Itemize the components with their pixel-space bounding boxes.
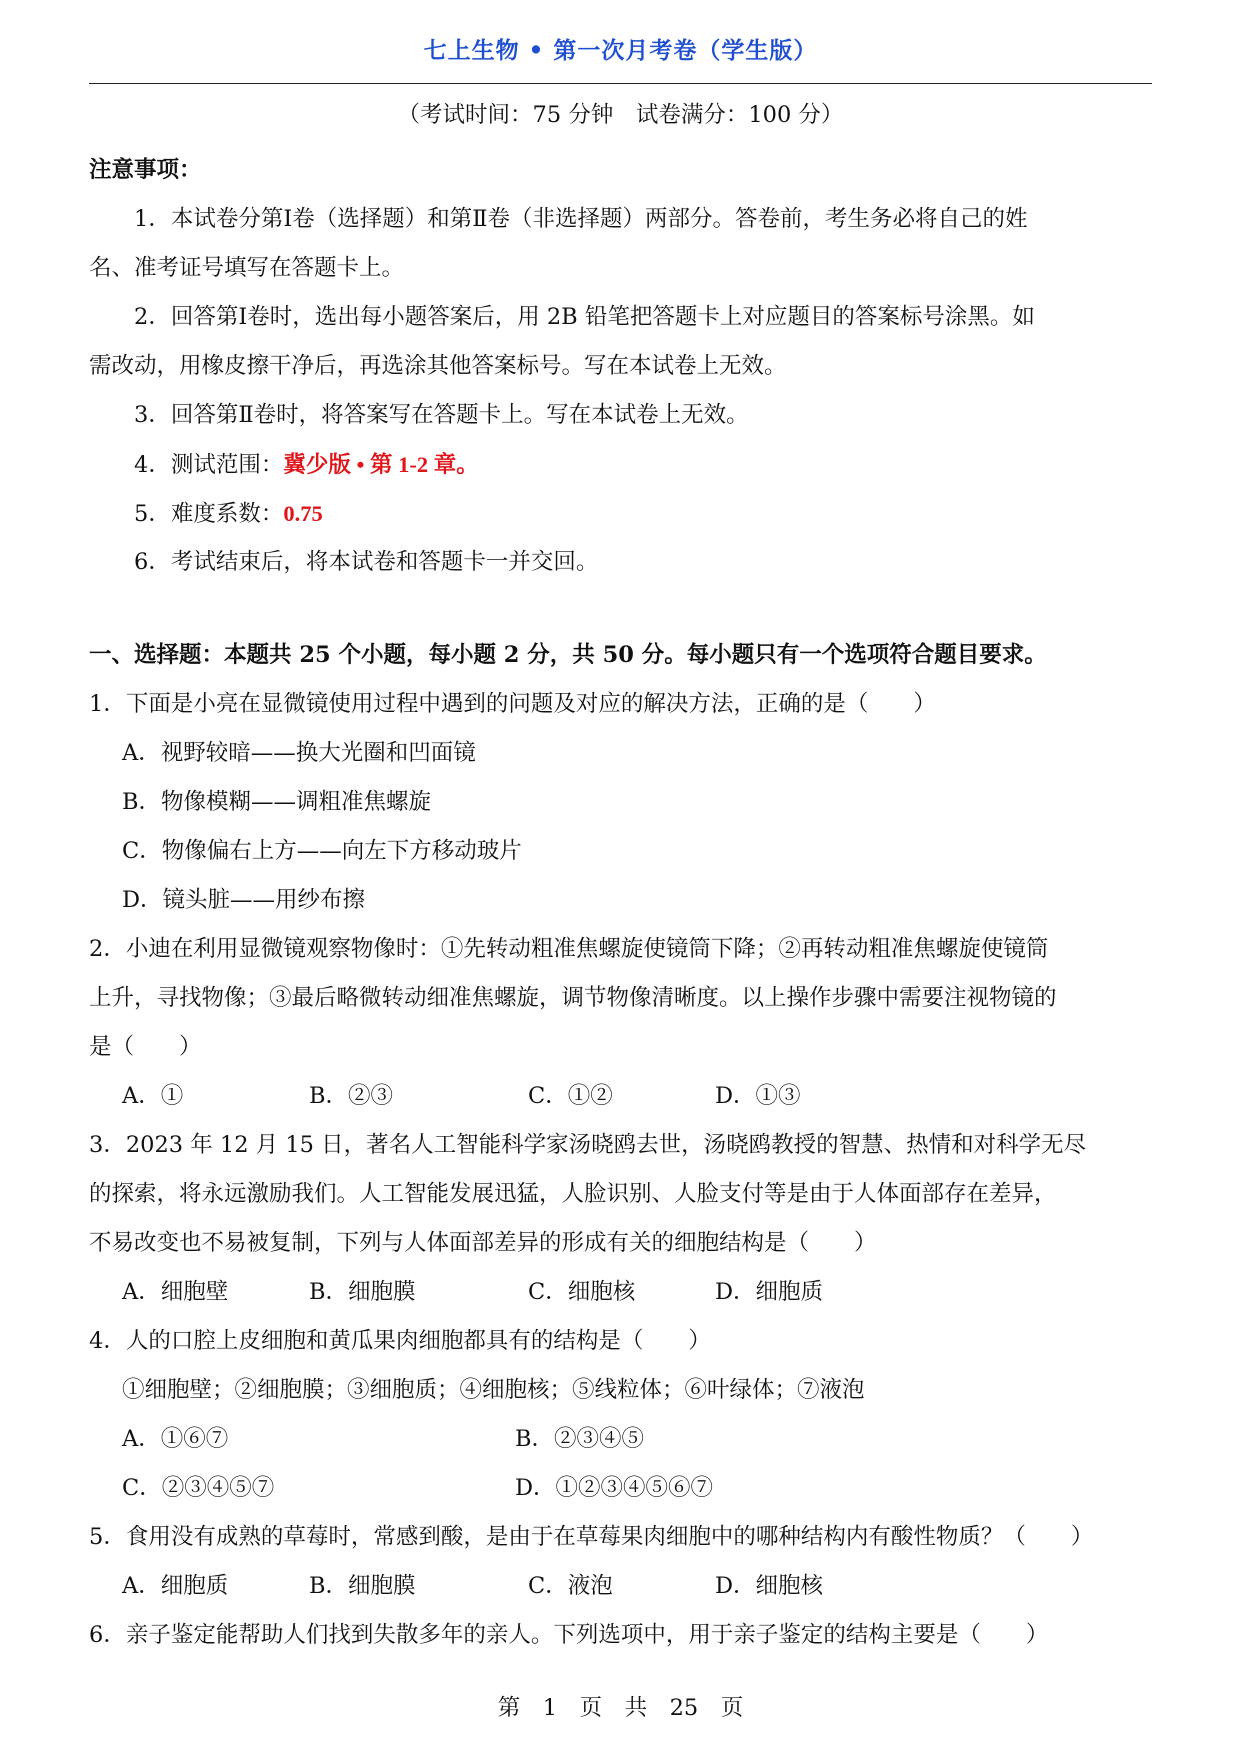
question-3-option-c: C．细胞核 <box>528 1279 636 1305</box>
notice-item-3: 3．回答第Ⅱ卷时，将答案写在答题卡上。写在本试卷上无效。 <box>134 402 749 428</box>
difficulty-value: 0.75 <box>283 501 323 526</box>
question-5-option-b: B．细胞膜 <box>309 1573 416 1599</box>
question-2-stem-line-2: 上升，寻找物像；③最后略微转动细准焦螺旋，调节物像清晰度。以上操作步骤中需要注视物镜的 <box>89 985 1057 1011</box>
question-2-option-a: A．① <box>122 1083 184 1109</box>
question-6-stem: 6．亲子鉴定能帮助人们找到失散多年的亲人。下列选项中，用于亲子鉴定的结构主要是（ ） <box>89 1622 1049 1648</box>
question-1-option-a: A．视野较暗——换大光圈和凹面镜 <box>122 740 476 766</box>
header-rule <box>89 83 1152 84</box>
question-5-option-c: C．液泡 <box>528 1573 613 1599</box>
question-4-options-row-1 <box>89 1415 1152 1464</box>
notice-item-1-line-2: 名、准考证号填写在答题卡上。 <box>89 255 405 281</box>
question-1-option-c: C．物像偏右上方——向左下方移动玻片 <box>122 838 522 864</box>
question-5-option-d: D．细胞核 <box>715 1573 824 1599</box>
question-3-stem-line-1: 3．2023 年 12 月 15 日，著名人工智能科学家汤晓鸥去世，汤晓鸥教授的智慧、热情和对科学无尽 <box>89 1132 1087 1158</box>
exam-content <box>89 146 1152 1660</box>
question-4-structure-list: ①细胞壁；②细胞膜；③细胞质；④细胞核；⑤线粒体；⑥叶绿体；⑦液泡 <box>122 1377 865 1403</box>
question-1-option-b: B．物像模糊——调粗准焦螺旋 <box>122 789 432 815</box>
question-4-option-a: A．①⑥⑦ <box>122 1426 229 1452</box>
question-4-option-b: B．②③④⑤ <box>515 1426 645 1452</box>
question-1-stem: 1．下面是小亮在显微镜使用过程中遇到的问题及对应的解决方法，正确的是（ ） <box>89 691 936 717</box>
test-scope-value: 冀少版 • 第 1-2 章。 <box>283 452 479 477</box>
question-5-stem: 5．食用没有成熟的草莓时，常感到酸，是由于在草莓果肉细胞中的哪种结构内有酸性物质？（ ） <box>89 1524 1094 1550</box>
question-2-stem-line-3: 是（ ） <box>89 1034 202 1060</box>
notice-item-4 <box>89 440 1152 489</box>
question-2-options <box>89 1072 1152 1121</box>
question-3-options <box>89 1268 1152 1317</box>
question-4-option-d: D．①②③④⑤⑥⑦ <box>515 1475 714 1501</box>
question-3-stem-line-3: 不易改变也不易被复制，下列与人体面部差异的形成有关的细胞结构是（ ） <box>89 1230 877 1256</box>
notice-item-5 <box>89 489 1152 538</box>
question-5-option-a: A．细胞质 <box>122 1573 229 1599</box>
question-2-option-b: B．②③ <box>309 1083 394 1109</box>
question-4-options-row-2 <box>89 1464 1152 1513</box>
question-3-stem-line-2: 的探索，将永远激励我们。人工智能发展迅猛，人脸识别、人脸支付等是由于人体面部存在差异， <box>89 1181 1057 1207</box>
question-3-option-d: D．细胞质 <box>715 1279 824 1305</box>
notice-item-6: 6．考试结束后，将本试卷和答题卡一并交回。 <box>134 549 599 575</box>
section-1-heading: 一、选择题：本题共 25 个小题，每小题 2 分，共 50 分。每小题只有一个选项符合题目要求。 <box>89 642 1047 668</box>
question-1-option-d: D．镜头脏——用纱布擦 <box>122 887 366 913</box>
section-gap <box>89 587 1152 631</box>
exam-title: 七上生物 • 第一次月考卷（学生版） <box>423 37 818 64</box>
notice-item-1-line-1: 1．本试卷分第Ⅰ卷（选择题）和第Ⅱ卷（非选择题）两部分。答卷前，考生务必将自己的姓 <box>134 206 1028 232</box>
question-4-stem: 4．人的口腔上皮细胞和黄瓜果肉细胞都具有的结构是（ ） <box>89 1328 711 1354</box>
question-4-option-c: C．②③④⑤⑦ <box>122 1475 275 1501</box>
notice-item-2-line-1: 2．回答第Ⅰ卷时，选出每小题答案后，用 2B 铅笔把答题卡上对应题目的答案标号涂黑。如 <box>134 304 1035 330</box>
question-5-options <box>89 1562 1152 1611</box>
question-3-option-a: A．细胞壁 <box>122 1279 229 1305</box>
notice-item-2-line-2: 需改动，用橡皮擦干净后，再选涂其他答案标号。写在本试卷上无效。 <box>89 353 787 379</box>
notice-heading: 注意事项： <box>89 157 202 183</box>
notice-item-5-label: 5．难度系数： <box>134 501 284 527</box>
question-2-option-c: C．①② <box>528 1083 613 1109</box>
exam-time-info: （考试时间：75 分钟 试卷满分：100 分） <box>397 102 844 128</box>
question-3-option-b: B．细胞膜 <box>309 1279 416 1305</box>
notice-item-4-label: 4．测试范围： <box>134 452 284 478</box>
question-2-option-d: D．①③ <box>715 1083 801 1109</box>
page-number: 第 1 页 共 25 页 <box>497 1695 744 1721</box>
question-2-stem-line-1: 2．小迪在利用显微镜观察物像时：①先转动粗准焦螺旋使镜筒下降；②再转动粗准焦螺旋使镜筒 <box>89 936 1049 962</box>
